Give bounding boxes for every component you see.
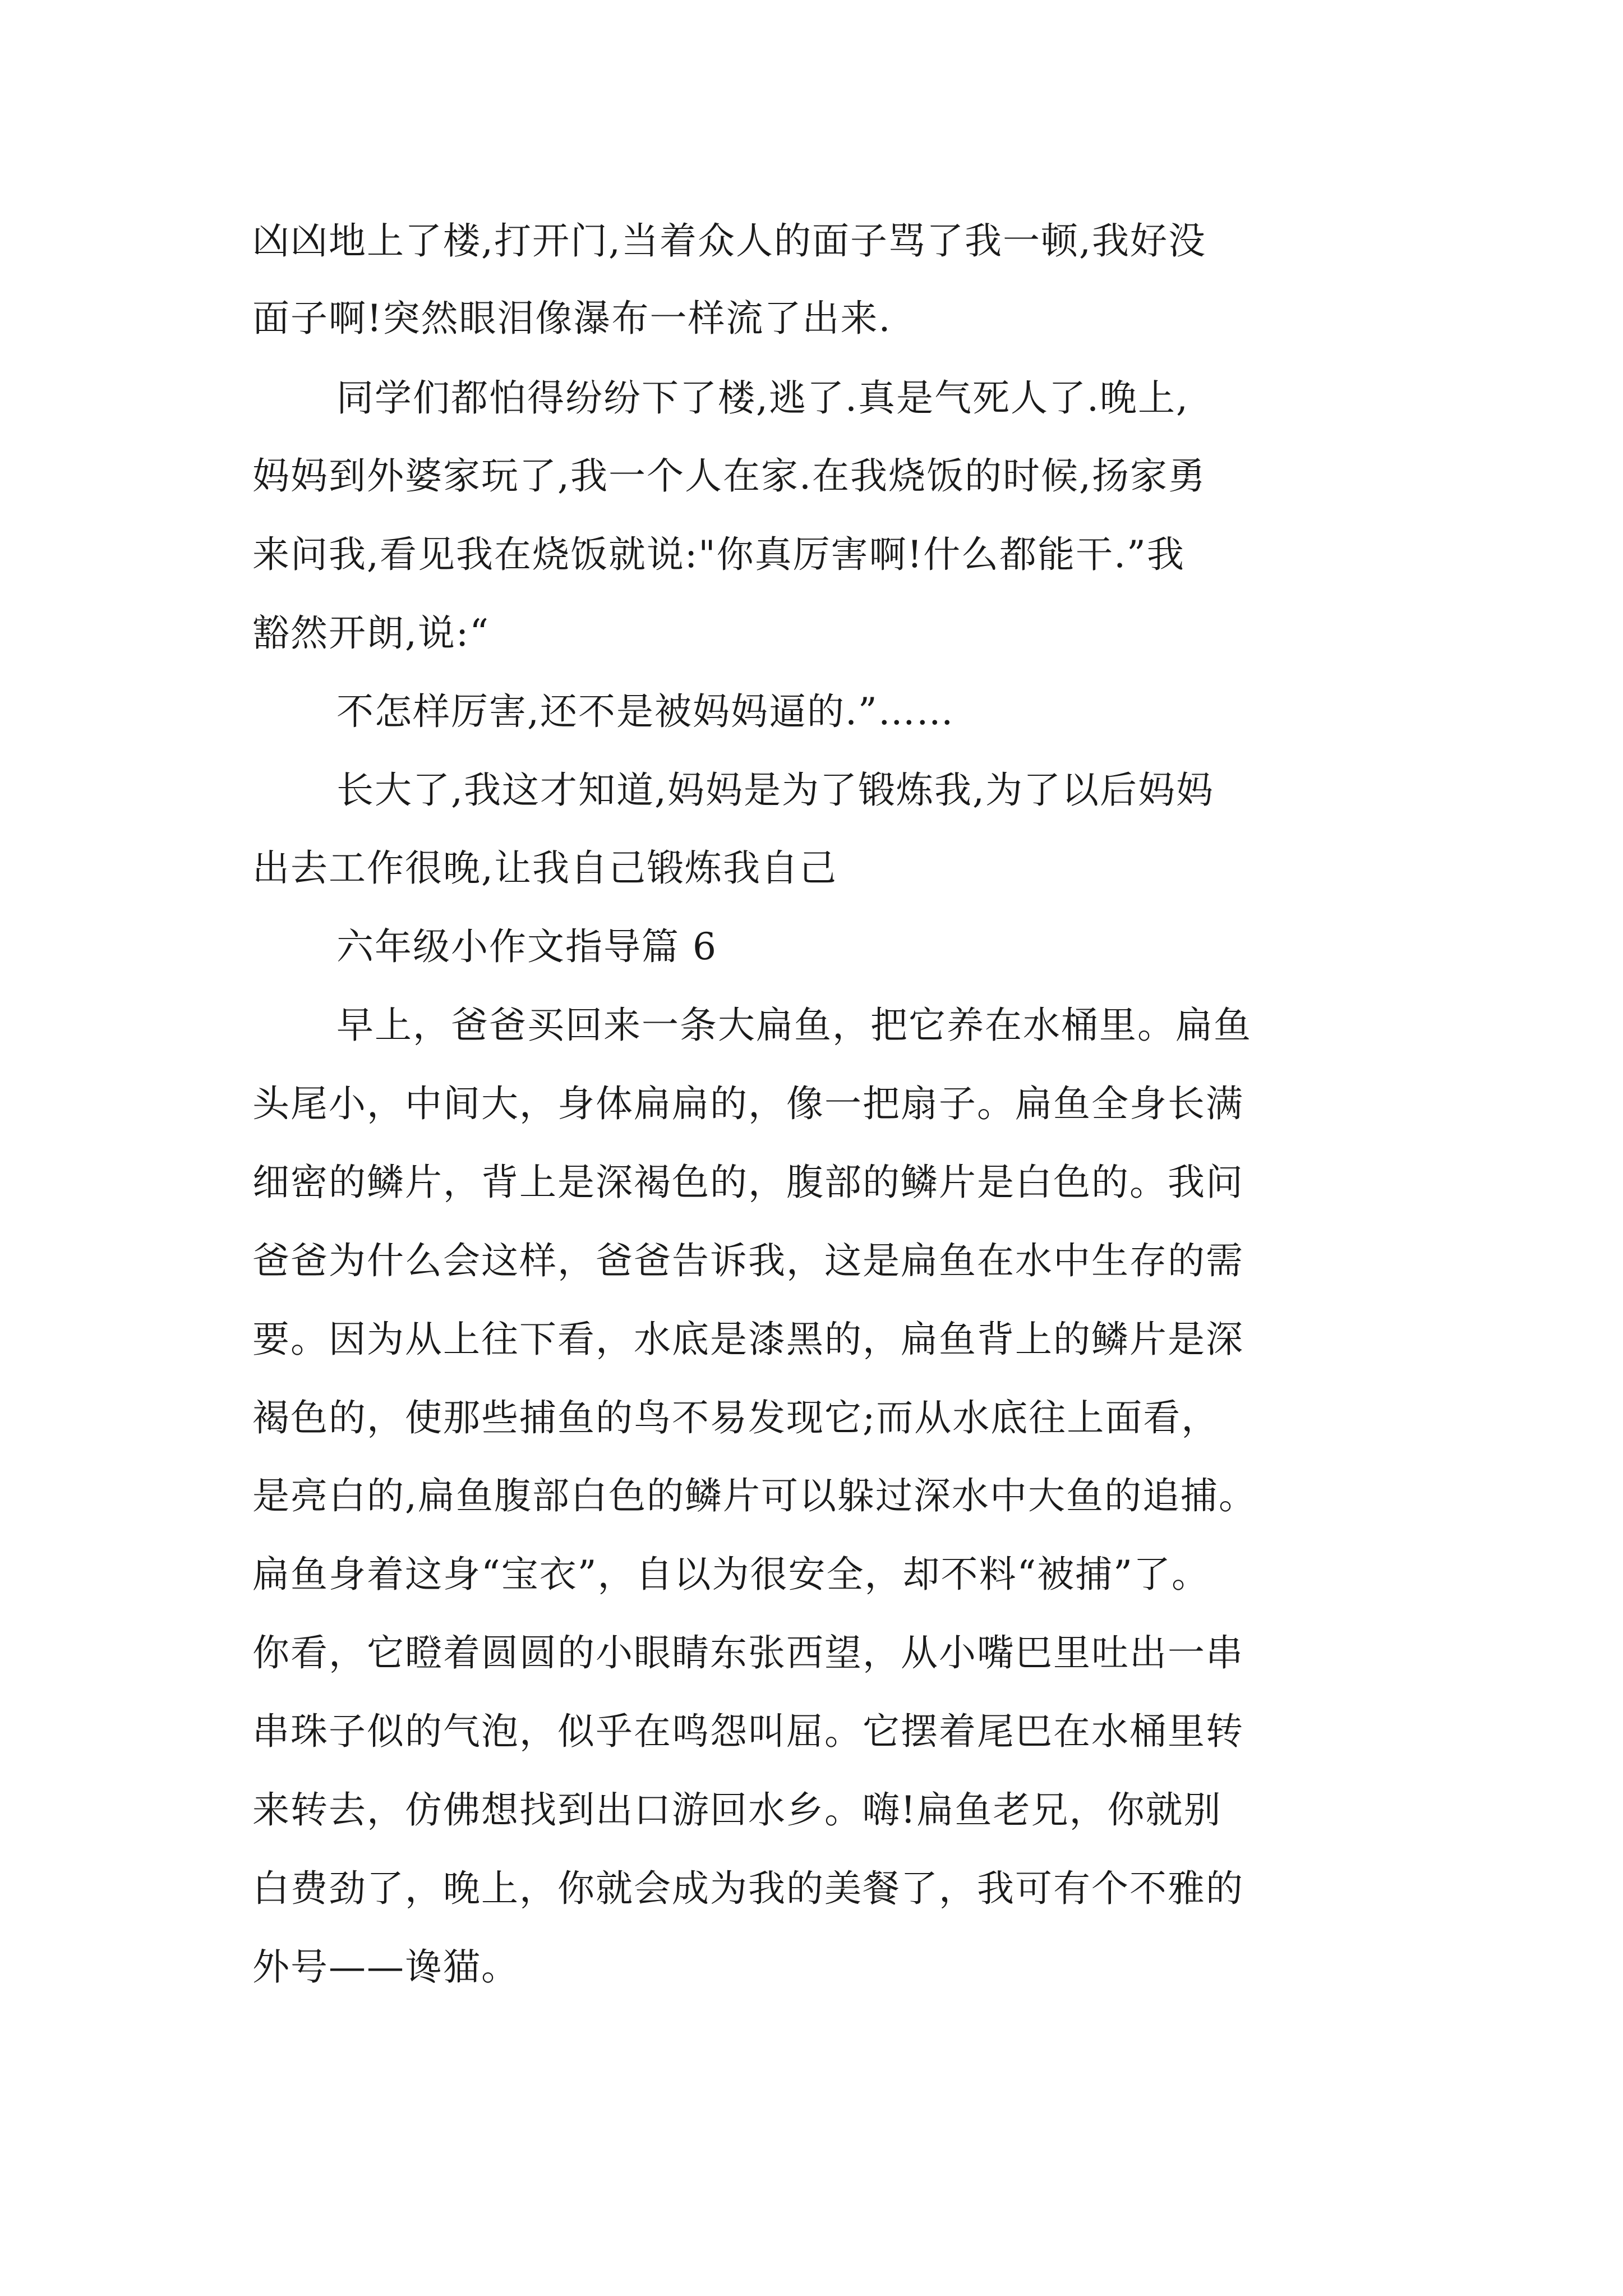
text-line: 串珠子似的气泡，似乎在鸣怨叫屈。它摆着尾巴在水桶里转 (252, 1710, 1244, 1753)
text-line: 不怎样厉害,还不是被妈妈逼的.”…… (336, 690, 955, 733)
text-line: 外号——谗猫。 (252, 1945, 519, 1989)
text-line: 来转去，仿佛想找到出口游回水乡。嗨!扁鱼老兄，你就别 (252, 1788, 1222, 1832)
text-line: 细密的鳞片，背上是深褐色的，腹部的鳞片是白色的。我问 (252, 1161, 1244, 1204)
text-line: 长大了,我这才知道,妈妈是为了锻炼我,为了以后妈妈 (336, 769, 1214, 812)
text-line: 凶凶地上了楼,打开门,当着众人的面子骂了我一顿,我好没 (252, 219, 1206, 263)
text-line: 妈妈到外婆家玩了,我一个人在家.在我烧饭的时候,扬家勇 (252, 454, 1206, 498)
text-line: 早上，爸爸买回来一条大扁鱼，把它养在水桶里。扁鱼 (336, 1004, 1252, 1047)
text-line: 来问我,看见我在烧饭就说:"你真厉害啊!什么都能干.”我 (252, 533, 1185, 576)
section-heading: 六年级小作文指导篇 6 (336, 925, 717, 968)
text-line: 同学们都怕得纷纷下了楼,逃了.真是气死人了.晚上, (336, 376, 1189, 420)
text-line: 豁然开朗,说:“ (252, 611, 490, 655)
text-line: 白费劲了，晚上，你就会成为我的美餐了，我可有个不雅的 (252, 1867, 1244, 1910)
text-line: 褐色的，使那些捕鱼的鸟不易发现它;而从水底往上面看， (252, 1396, 1220, 1439)
text-line: 头尾小，中间大，身体扁扁的，像一把扇子。扁鱼全身长满 (252, 1082, 1244, 1125)
text-line: 扁鱼身着这身“宝衣”，自以为很安全，却不料“被捕”了。 (252, 1553, 1210, 1596)
text-line: 要。因为从上往下看，水底是漆黑的，扁鱼背上的鳞片是深 (252, 1318, 1244, 1361)
text-line: 面子啊!突然眼泪像瀑布一样流了出来. (252, 297, 892, 340)
text-line: 出去工作很晚,让我自己锻炼我自己 (252, 846, 837, 890)
text-line: 爸爸为什么会这样，爸爸告诉我，这是扁鱼在水中生存的需 (252, 1239, 1244, 1282)
text-line: 是亮白的,扁鱼腹部白色的鳞片可以躲过深水中大鱼的追捕。 (252, 1474, 1257, 1517)
text-line: 你看，它瞪着圆圆的小眼睛东张西望，从小嘴巴里吐出一串 (252, 1631, 1244, 1674)
